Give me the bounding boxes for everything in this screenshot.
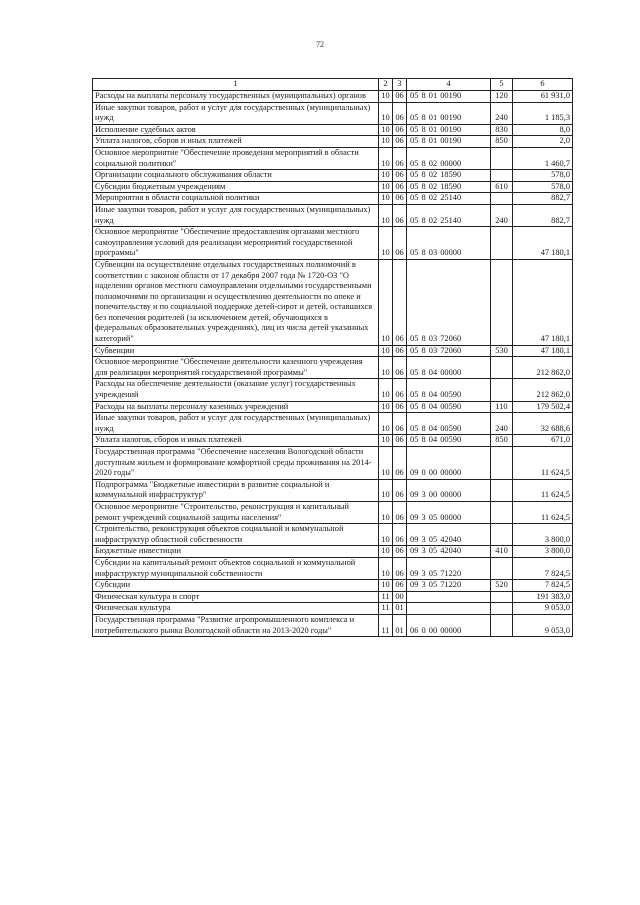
row-target-article: 09 3 05 42040 bbox=[407, 546, 491, 558]
row-name: Иные закупки товаров, работ и услуг для государственных (муниципальных) нужд bbox=[93, 204, 379, 226]
row-name: Государственная программа "Обеспечение населения Вологодской области доступным жильем и формирование комфортной среды проживания на 2014-2020 годы" bbox=[93, 447, 379, 480]
row-sum: 8,0 bbox=[513, 124, 573, 136]
row-name: Субсидии bbox=[93, 580, 379, 592]
row-name: Основное мероприятие "Обеспечение предоставления органами местного самоуправления условий для реализации мероприятий государственной программы" bbox=[93, 227, 379, 260]
row-subsection: 06 bbox=[393, 193, 407, 205]
row-expense-type bbox=[491, 147, 513, 169]
row-sum: 179 502,4 bbox=[513, 401, 573, 413]
row-subsection: 06 bbox=[393, 204, 407, 226]
row-name: Основное мероприятие "Обеспечение деятельности казенного учреждения для реализации мероприятий государственной программы" bbox=[93, 357, 379, 379]
row-target-article: 05 8 02 18590 bbox=[407, 170, 491, 182]
row-section: 10 bbox=[379, 181, 393, 193]
row-subsection: 06 bbox=[393, 124, 407, 136]
row-section: 10 bbox=[379, 124, 393, 136]
row-name: Расходы на обеспечение деятельности (оказание услуг) государственных учреждений bbox=[93, 379, 379, 401]
table-row bbox=[93, 413, 573, 435]
row-section: 11 bbox=[379, 591, 393, 603]
row-section: 10 bbox=[379, 345, 393, 357]
row-section: 10 bbox=[379, 379, 393, 401]
row-sum: 11 624,5 bbox=[513, 501, 573, 523]
row-section: 10 bbox=[379, 227, 393, 260]
row-target-article bbox=[407, 603, 491, 615]
row-name: Физическая культура и спорт bbox=[93, 591, 379, 603]
row-expense-type: 410 bbox=[491, 546, 513, 558]
row-target-article: 09 3 05 00000 bbox=[407, 501, 491, 523]
row-expense-type bbox=[491, 591, 513, 603]
table-row bbox=[93, 401, 573, 413]
row-target-article: 05 8 04 00590 bbox=[407, 413, 491, 435]
row-name: Основное мероприятие "Строительство, реконструкция и капитальный ремонт учреждений социальной защиты населения" bbox=[93, 501, 379, 523]
row-sum: 578,0 bbox=[513, 181, 573, 193]
row-sum: 9 053,0 bbox=[513, 614, 573, 636]
row-section: 10 bbox=[379, 193, 393, 205]
row-subsection: 06 bbox=[393, 227, 407, 260]
table-row bbox=[93, 102, 573, 124]
row-name: Субвенции на осуществление отдельных государственных полномочий в соответствии с законом области от 17 декабря 2007 года № 1720-ОЗ "О наделении органов местного самоуправления отдельными государственными полномочиями по организации и осуществлению деятельности по опеке и попечительству и по социальной поддержке детей-сирот и детей, оставшихся без попечения родителей (за исключением детей, обучающихся в федеральных образовательных учреждениях), лиц из числа детей указанных категорий" bbox=[93, 259, 379, 345]
row-name: Исполнение судебных актов bbox=[93, 124, 379, 136]
row-subsection: 06 bbox=[393, 401, 407, 413]
row-sum: 2,0 bbox=[513, 136, 573, 148]
row-section: 10 bbox=[379, 479, 393, 501]
row-subsection: 06 bbox=[393, 259, 407, 345]
row-sum: 47 180,1 bbox=[513, 259, 573, 345]
row-sum: 47 180,1 bbox=[513, 227, 573, 260]
column-header-expense-type: 5 bbox=[491, 79, 513, 91]
row-section: 10 bbox=[379, 102, 393, 124]
row-section: 10 bbox=[379, 501, 393, 523]
table-row bbox=[93, 614, 573, 636]
row-subsection: 01 bbox=[393, 603, 407, 615]
row-target-article: 05 8 01 00190 bbox=[407, 136, 491, 148]
row-subsection: 06 bbox=[393, 345, 407, 357]
row-expense-type: 850 bbox=[491, 435, 513, 447]
page-number: 72 bbox=[316, 40, 324, 49]
row-name: Субвенции bbox=[93, 345, 379, 357]
row-sum: 61 931,0 bbox=[513, 91, 573, 103]
row-sum: 32 688,6 bbox=[513, 413, 573, 435]
row-sum: 3 800,0 bbox=[513, 524, 573, 546]
row-target-article bbox=[407, 591, 491, 603]
row-target-article: 09 3 05 42040 bbox=[407, 524, 491, 546]
row-target-article: 05 8 02 25140 bbox=[407, 193, 491, 205]
table-row bbox=[93, 591, 573, 603]
row-expense-type: 240 bbox=[491, 413, 513, 435]
row-name: Подпрограмма "Бюджетные инвестиции в развитие социальной и коммунальной инфраструктур" bbox=[93, 479, 379, 501]
row-sum: 11 624,5 bbox=[513, 479, 573, 501]
table-row bbox=[93, 345, 573, 357]
column-header-target-article: 4 bbox=[407, 79, 491, 91]
row-section: 10 bbox=[379, 546, 393, 558]
table-row bbox=[93, 524, 573, 546]
row-name: Субсидии бюджетным учреждениям bbox=[93, 181, 379, 193]
row-expense-type bbox=[491, 227, 513, 260]
row-section: 10 bbox=[379, 435, 393, 447]
row-expense-type bbox=[491, 379, 513, 401]
row-name: Государственная программа "Развитие агропромышленного комплекса и потребительского рынка Вологодской области на 2013-2020 годы" bbox=[93, 614, 379, 636]
table-row bbox=[93, 447, 573, 480]
table-row bbox=[93, 227, 573, 260]
column-header-name: 1 bbox=[93, 79, 379, 91]
row-sum: 212 862,0 bbox=[513, 379, 573, 401]
row-sum: 7 824,5 bbox=[513, 557, 573, 579]
row-expense-type bbox=[491, 447, 513, 480]
row-sum: 7 824,5 bbox=[513, 580, 573, 592]
row-sum: 47 180,1 bbox=[513, 345, 573, 357]
row-name: Расходы на выплаты персоналу государственных (муниципальных) органов bbox=[93, 91, 379, 103]
table-row bbox=[93, 580, 573, 592]
row-section: 10 bbox=[379, 557, 393, 579]
column-header-sum: 6 bbox=[513, 79, 573, 91]
row-subsection: 06 bbox=[393, 379, 407, 401]
row-expense-type: 110 bbox=[491, 401, 513, 413]
row-section: 10 bbox=[379, 147, 393, 169]
row-target-article: 05 8 01 00190 bbox=[407, 124, 491, 136]
row-target-article: 05 8 04 00590 bbox=[407, 401, 491, 413]
table-row bbox=[93, 435, 573, 447]
row-name: Иные закупки товаров, работ и услуг для государственных (муниципальных) нужд bbox=[93, 413, 379, 435]
table-row bbox=[93, 557, 573, 579]
row-expense-type bbox=[491, 603, 513, 615]
row-expense-type: 610 bbox=[491, 181, 513, 193]
row-name: Субсидии на капитальный ремонт объектов социальной и коммунальной инфраструктур муниципальной собственности bbox=[93, 557, 379, 579]
table-row bbox=[93, 357, 573, 379]
row-target-article: 05 8 04 00590 bbox=[407, 379, 491, 401]
row-name: Иные закупки товаров, работ и услуг для государственных (муниципальных) нужд bbox=[93, 102, 379, 124]
row-sum: 882,7 bbox=[513, 204, 573, 226]
row-sum: 1 460,7 bbox=[513, 147, 573, 169]
row-subsection: 06 bbox=[393, 413, 407, 435]
row-subsection: 06 bbox=[393, 501, 407, 523]
row-name: Бюджетные инвестиции bbox=[93, 546, 379, 558]
row-target-article: 09 0 00 00000 bbox=[407, 447, 491, 480]
row-name: Организации социального обслуживания области bbox=[93, 170, 379, 182]
row-target-article: 05 8 03 72060 bbox=[407, 259, 491, 345]
row-expense-type: 850 bbox=[491, 136, 513, 148]
row-section: 10 bbox=[379, 524, 393, 546]
row-subsection: 06 bbox=[393, 102, 407, 124]
row-name: Основное мероприятие "Обеспечение проведения мероприятий в области социальной политики" bbox=[93, 147, 379, 169]
row-subsection: 00 bbox=[393, 591, 407, 603]
row-subsection: 06 bbox=[393, 580, 407, 592]
row-subsection: 06 bbox=[393, 357, 407, 379]
row-section: 11 bbox=[379, 603, 393, 615]
row-subsection: 06 bbox=[393, 479, 407, 501]
row-expense-type: 520 bbox=[491, 580, 513, 592]
row-expense-type bbox=[491, 170, 513, 182]
row-target-article: 09 3 05 71220 bbox=[407, 580, 491, 592]
row-sum: 9 053,0 bbox=[513, 603, 573, 615]
row-expense-type: 830 bbox=[491, 124, 513, 136]
row-section: 10 bbox=[379, 580, 393, 592]
row-sum: 671,0 bbox=[513, 435, 573, 447]
table-row bbox=[93, 259, 573, 345]
row-section: 10 bbox=[379, 204, 393, 226]
row-sum: 191 383,0 bbox=[513, 591, 573, 603]
table-row bbox=[93, 603, 573, 615]
table-body bbox=[93, 91, 573, 637]
table-row bbox=[93, 379, 573, 401]
row-section: 11 bbox=[379, 614, 393, 636]
row-subsection: 01 bbox=[393, 614, 407, 636]
table-row bbox=[93, 181, 573, 193]
row-subsection: 06 bbox=[393, 91, 407, 103]
row-target-article: 05 8 02 18590 bbox=[407, 181, 491, 193]
row-section: 10 bbox=[379, 357, 393, 379]
row-expense-type bbox=[491, 259, 513, 345]
row-target-article: 05 8 02 25140 bbox=[407, 204, 491, 226]
row-subsection: 06 bbox=[393, 524, 407, 546]
table-row bbox=[93, 91, 573, 103]
row-section: 10 bbox=[379, 259, 393, 345]
row-subsection: 06 bbox=[393, 546, 407, 558]
row-section: 10 bbox=[379, 91, 393, 103]
row-expense-type bbox=[491, 193, 513, 205]
table-row bbox=[93, 170, 573, 182]
table-row bbox=[93, 501, 573, 523]
row-expense-type bbox=[491, 524, 513, 546]
row-section: 10 bbox=[379, 136, 393, 148]
row-target-article: 05 8 03 72060 bbox=[407, 345, 491, 357]
row-subsection: 06 bbox=[393, 435, 407, 447]
row-target-article: 05 8 02 00000 bbox=[407, 147, 491, 169]
budget-table bbox=[92, 78, 573, 637]
row-sum: 578,0 bbox=[513, 170, 573, 182]
row-section: 10 bbox=[379, 447, 393, 480]
table-row bbox=[93, 193, 573, 205]
row-expense-type: 530 bbox=[491, 345, 513, 357]
row-name: Строительство, реконструкция объектов социальной и коммунальной инфраструктур областной собственности bbox=[93, 524, 379, 546]
row-name: Физическая культура bbox=[93, 603, 379, 615]
row-subsection: 06 bbox=[393, 447, 407, 480]
column-header-section: 2 bbox=[379, 79, 393, 91]
row-target-article: 06 0 00 00000 bbox=[407, 614, 491, 636]
row-subsection: 06 bbox=[393, 136, 407, 148]
row-target-article: 05 8 01 00190 bbox=[407, 91, 491, 103]
row-subsection: 06 bbox=[393, 170, 407, 182]
table-row bbox=[93, 136, 573, 148]
row-subsection: 06 bbox=[393, 181, 407, 193]
row-expense-type: 240 bbox=[491, 102, 513, 124]
row-section: 10 bbox=[379, 413, 393, 435]
row-sum: 212 862,0 bbox=[513, 357, 573, 379]
row-expense-type: 120 bbox=[491, 91, 513, 103]
row-expense-type bbox=[491, 557, 513, 579]
row-sum: 1 185,3 bbox=[513, 102, 573, 124]
table-row bbox=[93, 204, 573, 226]
table-row bbox=[93, 546, 573, 558]
row-target-article: 09 3 00 00000 bbox=[407, 479, 491, 501]
row-target-article: 05 8 03 00000 bbox=[407, 227, 491, 260]
row-expense-type bbox=[491, 501, 513, 523]
table-row bbox=[93, 479, 573, 501]
row-expense-type bbox=[491, 479, 513, 501]
row-target-article: 09 3 05 71220 bbox=[407, 557, 491, 579]
row-expense-type: 240 bbox=[491, 204, 513, 226]
table-row bbox=[93, 147, 573, 169]
row-subsection: 06 bbox=[393, 147, 407, 169]
row-expense-type bbox=[491, 357, 513, 379]
table-row bbox=[93, 124, 573, 136]
row-sum: 3 800,0 bbox=[513, 546, 573, 558]
row-section: 10 bbox=[379, 170, 393, 182]
row-name: Уплата налогов, сборов и иных платежей bbox=[93, 136, 379, 148]
row-name: Уплата налогов, сборов и иных платежей bbox=[93, 435, 379, 447]
row-expense-type bbox=[491, 614, 513, 636]
row-target-article: 05 8 04 00590 bbox=[407, 435, 491, 447]
row-target-article: 05 8 01 00190 bbox=[407, 102, 491, 124]
table-header-row bbox=[93, 79, 573, 91]
row-section: 10 bbox=[379, 401, 393, 413]
row-name: Мероприятия в области социальной политики bbox=[93, 193, 379, 205]
column-header-subsection: 3 bbox=[393, 79, 407, 91]
row-subsection: 06 bbox=[393, 557, 407, 579]
row-sum: 882,7 bbox=[513, 193, 573, 205]
row-name: Расходы на выплаты персоналу казенных учреждений bbox=[93, 401, 379, 413]
row-sum: 11 624,5 bbox=[513, 447, 573, 480]
row-target-article: 05 8 04 00000 bbox=[407, 357, 491, 379]
